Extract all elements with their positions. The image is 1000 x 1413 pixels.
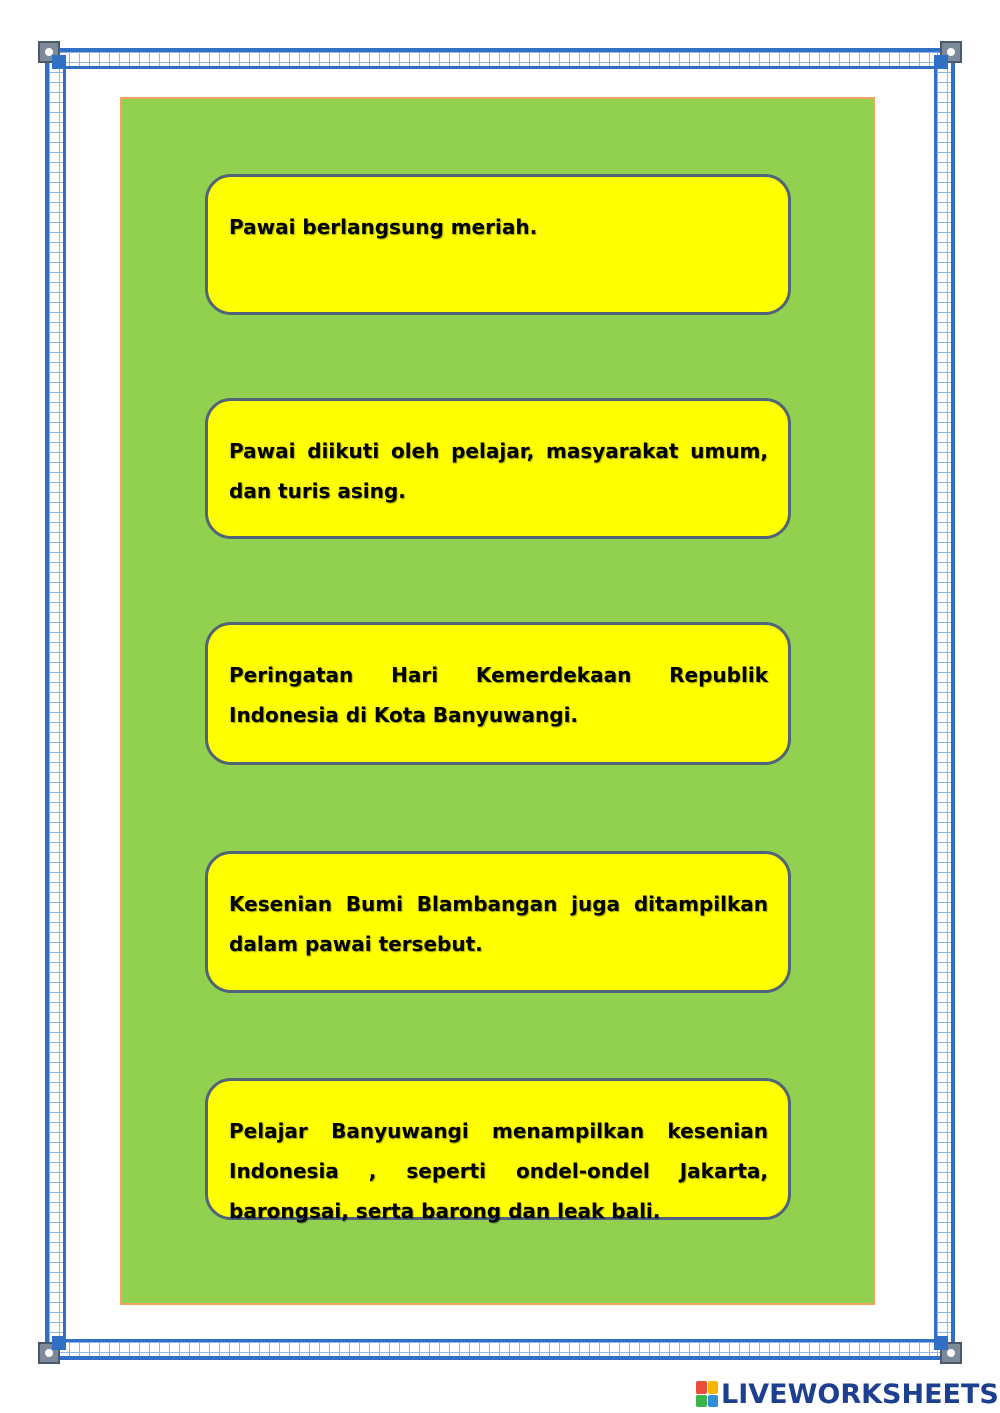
corner-ornament-icon [928, 1330, 962, 1364]
brand-name: LIVEWORKSHEETS [721, 1378, 999, 1410]
sentence-text: Peringatan Hari Kemerdekaan Republik Indonesia di Kota Banyuwangi. [229, 663, 768, 727]
brand-logo [696, 1378, 999, 1410]
liveworksheets-logo-icon [696, 1381, 718, 1407]
sentence-text: Pawai diikuti oleh pelajar, masyarakat umum, dan turis asing. [229, 439, 768, 503]
corner-ornament-icon [928, 41, 962, 75]
sentence-card[interactable] [205, 622, 791, 765]
sentence-card[interactable] [205, 398, 791, 539]
sentence-card[interactable] [205, 174, 791, 315]
sentence-text: Pelajar Banyuwangi menampilkan kesenian Indonesia , seperti ondel-ondel Jakarta, barongsai, serta barong dan leak bali. [229, 1119, 768, 1223]
frame-grid-right [937, 52, 951, 1356]
sentence-text: Pawai berlangsung meriah. [229, 215, 538, 239]
sentence-card[interactable] [205, 851, 791, 993]
sentence-text: Kesenian Bumi Blambangan juga ditampilkan dalam pawai tersebut. [229, 892, 768, 956]
corner-ornament-icon [38, 41, 72, 75]
frame-grid-left [49, 52, 63, 1356]
corner-ornament-icon [38, 1330, 72, 1364]
frame-grid-bottom [49, 1342, 951, 1356]
sentence-card[interactable] [205, 1078, 791, 1223]
frame-grid-top [49, 52, 951, 66]
